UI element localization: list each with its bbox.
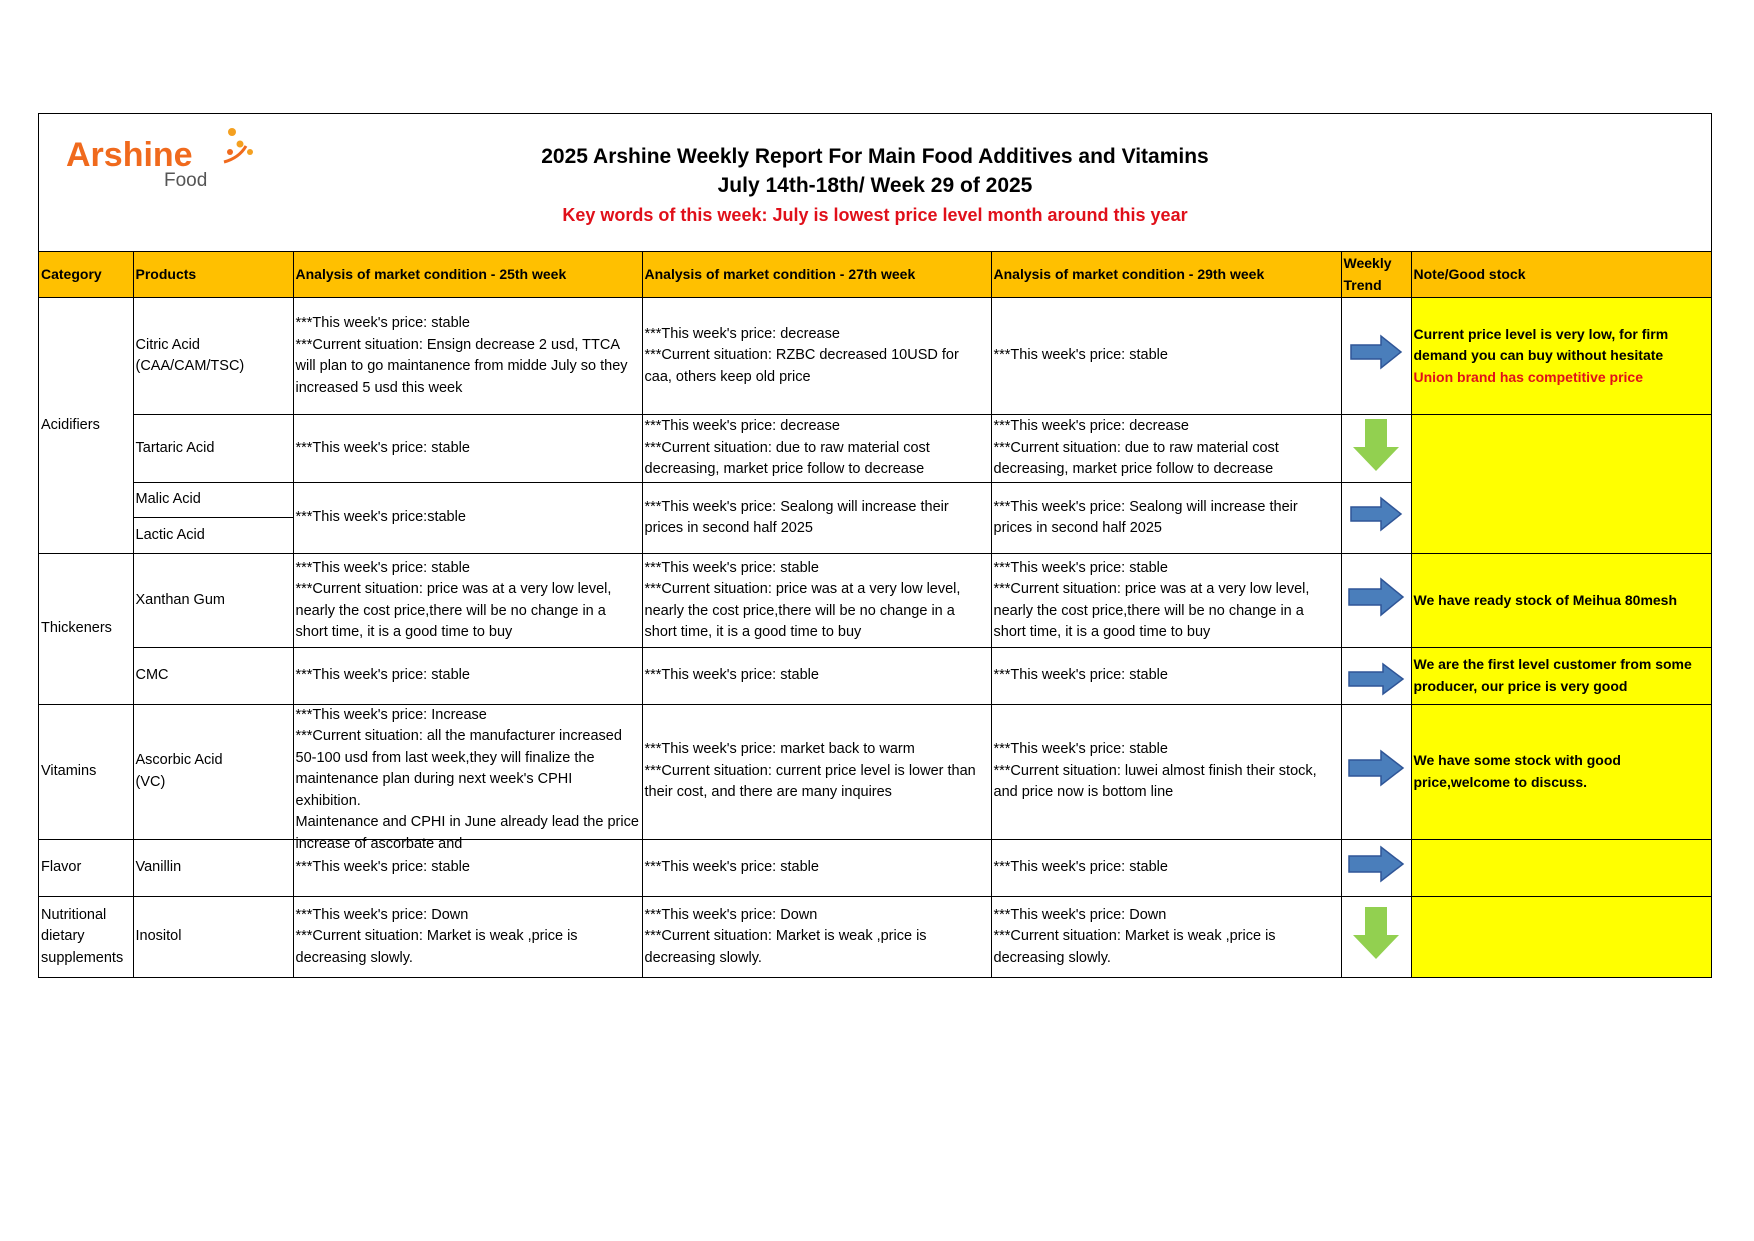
cmc-trend [1341, 648, 1411, 705]
category-flavor: Flavor [39, 839, 133, 896]
report-sheet [38, 113, 1712, 978]
vc-w25: ***This week's price: Increase ***Current situation: all the manufacturer increased 50-100 usd from last week,they will finalize the maintenance plan during next week's CPHI exhibition. Maintenance and CPHI in June already lead the price increase of ascorbate and [295, 706, 639, 852]
product-lactic: Lactic Acid [133, 518, 293, 554]
cmc-w29: ***This week's price: stable [991, 648, 1341, 705]
vc-w27: ***This week's price: market back to warm ***Current situation: current price level is lower than their cost, and there are many inquires [642, 704, 991, 839]
col-week25: Analysis of market condition - 25th week [293, 252, 642, 298]
xanthan-w25: ***This week's price: stable ***Current situation: price was at a very low level, nearly the cost price,there will be no change in a short time, it is a good time to buy [293, 554, 642, 648]
table-row [39, 896, 1711, 977]
xanthan-w29: ***This week's price: stable ***Current situation: price was at a very low level, nearly the cost price,there will be no change in a short time, it is a good time to buy [991, 554, 1341, 648]
table-row [39, 839, 1711, 896]
inositol-note-empty [1411, 896, 1711, 977]
product-vanillin: Vanillin [133, 839, 293, 896]
report-header [39, 114, 1711, 252]
cmc-w25: ***This week's price: stable [293, 648, 642, 705]
citric-w27: ***This week's price: decrease ***Current situation: RZBC decreased 10USD for caa, others keep old price [642, 298, 991, 415]
inositol-w25: ***This week's price: Down ***Current situation: Market is weak ,price is decreasing slowly. [293, 896, 642, 977]
col-note: Note/Good stock [1411, 252, 1711, 298]
citric-note-text: Current price level is very low, for firm demand you can buy without hesitate [1413, 325, 1669, 364]
product-malic: Malic Acid [133, 483, 293, 518]
xanthan-note: We have ready stock of Meihua 80mesh [1411, 554, 1711, 648]
citric-note [1411, 298, 1711, 415]
table-header-row [39, 252, 1711, 298]
market-table [39, 252, 1711, 977]
table-row [39, 298, 1711, 415]
citric-w29: ***This week's price: stable [991, 298, 1341, 415]
table-row [39, 648, 1711, 705]
product-xanthan: Xanthan Gum [133, 554, 293, 648]
xanthan-w27: ***This week's price: stable ***Current situation: price was at a very low level, nearly the cost price,there will be no change in a short time, it is a good time to buy [642, 554, 991, 648]
svg-text:Arshine: Arshine [66, 136, 193, 174]
table-row [39, 554, 1711, 648]
table-row [39, 415, 1711, 483]
table-row [39, 704, 1711, 839]
product-vc: Ascorbic Acid (VC) [133, 704, 293, 839]
category-vitamins: Vitamins [39, 704, 133, 839]
product-inositol: Inositol [133, 896, 293, 977]
arrow-right-icon [1347, 749, 1405, 787]
title-block [39, 142, 1711, 230]
report-title: 2025 Arshine Weekly Report For Main Food Additives and Vitamins [541, 145, 1209, 168]
product-citric: Citric Acid (CAA/CAM/TSC) [133, 298, 293, 415]
tartaric-w27: ***This week's price: decrease ***Current situation: due to raw material cost decreasing, market price follow to decrease [642, 415, 991, 483]
svg-text:Food: Food [164, 170, 208, 191]
arrow-down-icon [1351, 905, 1401, 961]
cmc-w27: ***This week's price: stable [642, 648, 991, 705]
vanillin-w29: ***This week's price: stable [991, 839, 1341, 896]
category-thickeners: Thickeners [39, 554, 133, 705]
inositol-w27: ***This week's price: Down ***Current situation: Market is weak ,price is decreasing slowly. [642, 896, 991, 977]
keywords-line: Key words of this week: July is lowest price level month around this year [562, 205, 1188, 225]
product-cmc: CMC [133, 648, 293, 705]
malic-lactic-w29: ***This week's price: Sealong will increase their prices in second half 2025 [991, 483, 1341, 554]
arrow-right-icon [1349, 496, 1403, 532]
vc-w29: ***This week's price: stable ***Current situation: luwei almost finish their stock, and price now is bottom line [991, 704, 1341, 839]
arrow-down-icon [1351, 417, 1401, 473]
malic-lactic-w25: ***This week's price:stable [293, 483, 642, 554]
tartaric-w29: ***This week's price: decrease ***Current situation: due to raw material cost decreasing, market price follow to decrease [991, 415, 1341, 483]
cmc-note: We are the first level customer from some producer, our price is very good [1411, 648, 1711, 705]
product-tartaric: Tartaric Acid [133, 415, 293, 483]
citric-note-red: Union brand has competitive price [1413, 368, 1643, 385]
col-category: Category [39, 252, 133, 298]
col-products: Products [133, 252, 293, 298]
arrow-right-icon [1347, 845, 1405, 883]
arrow-right-icon [1347, 577, 1405, 617]
col-week29: Analysis of market condition - 29th week [991, 252, 1341, 298]
vc-trend [1341, 704, 1411, 839]
category-nutritional: Nutritional dietary supplements [39, 896, 133, 977]
category-acidifiers: Acidifiers [39, 298, 133, 554]
xanthan-trend [1341, 554, 1411, 648]
vanillin-trend [1341, 839, 1411, 896]
malic-lactic-trend [1341, 483, 1411, 554]
col-trend: Weekly Trend [1341, 252, 1411, 298]
acidifiers-note-empty [1411, 415, 1711, 554]
citric-w25: ***This week's price: stable ***Current situation: Ensign decrease 2 usd, TTCA will plan to go maintanence from midde July so they increased 5 usd this week [293, 298, 642, 415]
tartaric-w25: ***This week's price: stable [293, 415, 642, 483]
citric-trend [1341, 298, 1411, 415]
vc-w25-cell [293, 704, 642, 852]
vc-note: We have some stock with good price,welcome to discuss. [1411, 704, 1711, 839]
vanillin-w27: ***This week's price: stable [642, 839, 991, 896]
inositol-w29: ***This week's price: Down ***Current situation: Market is weak ,price is decreasing slowly. [991, 896, 1341, 977]
arrow-right-icon [1347, 662, 1405, 696]
vanillin-note-empty [1411, 839, 1711, 896]
arrow-right-icon [1349, 334, 1403, 370]
tartaric-trend [1341, 415, 1411, 483]
report-subtitle: July 14th-18th/ Week 29 of 2025 [717, 174, 1033, 197]
vanillin-w25: ***This week's price: stable [293, 839, 642, 896]
inositol-trend [1341, 896, 1411, 977]
col-week27: Analysis of market condition - 27th week [642, 252, 991, 298]
malic-lactic-w27: ***This week's price: Sealong will increase their prices in second half 2025 [642, 483, 991, 554]
